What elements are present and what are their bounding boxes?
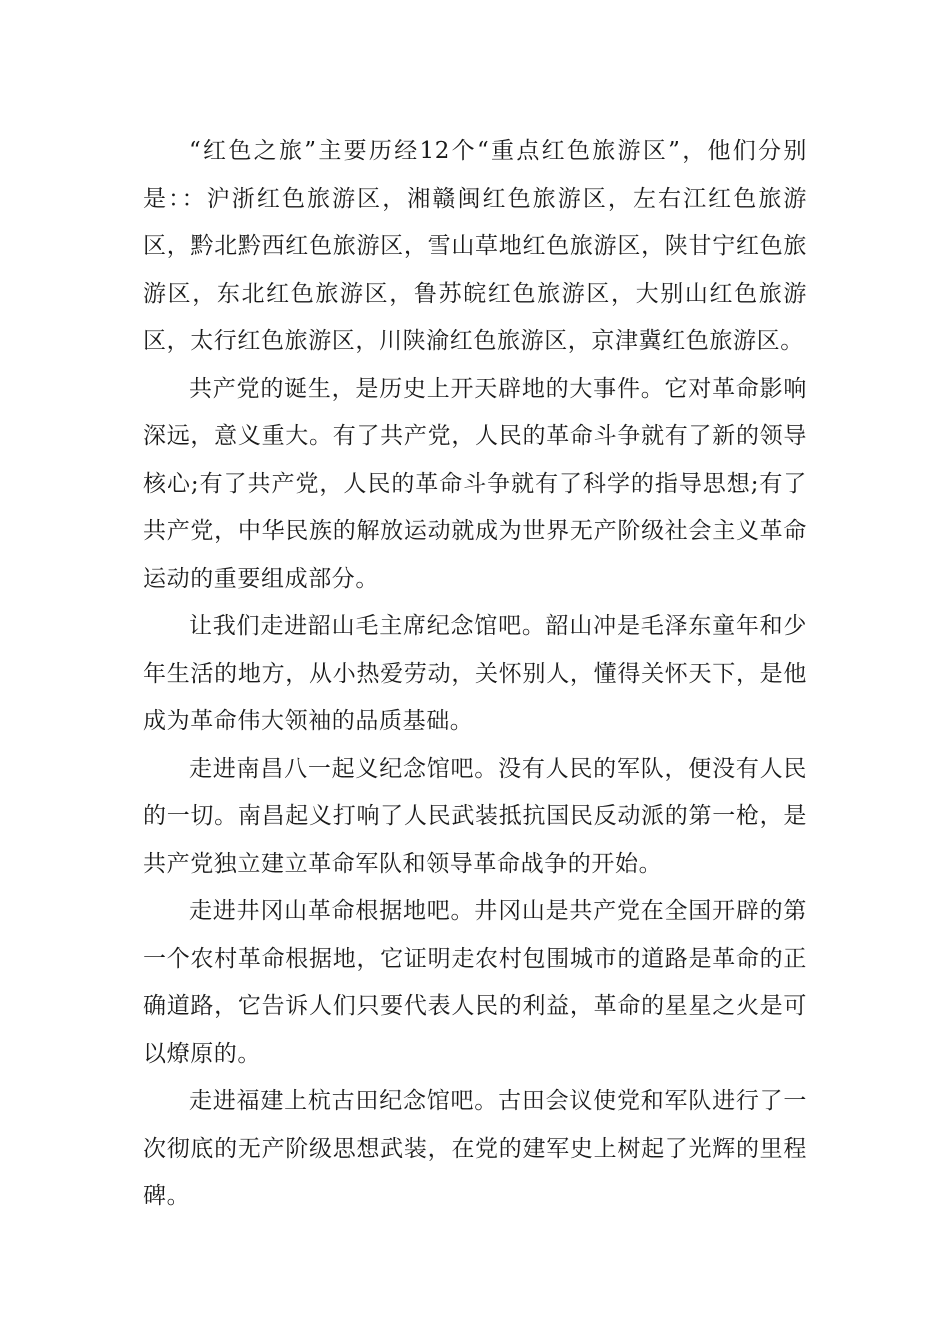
- paragraph-nanchang-uprising: 走进南昌八一起义纪念馆吧。没有人民的军队，便没有人民的一切。南昌起义打响了人民武装抵抗国民反动派的第一枪，是共产党独立建立革命军队和领导革命战争的开始。: [143, 755, 807, 877]
- document-body: [143, 128, 807, 1221]
- paragraph-jinggangshan-base: 走进井冈山革命根据地吧。井冈山是共产党在全国开辟的第一个农村革命根据地，它证明走农村包围城市的道路是革命的正确道路，它告诉人们只要代表人民的利益，革命的星星之火是可以燎原的。: [143, 898, 807, 1067]
- paragraph-party-founding: 共产党的诞生，是历史上开天辟地的大事件。它对革命影响深远，意义重大。有了共产党，人民的革命斗争就有了新的领导核心;有了共产党，人民的革命斗争就有了科学的指导思想;有了共产党，中华民族的解放运动就成为世界无产阶级社会主义革命运动的重要组成部分。: [143, 375, 807, 592]
- paragraph-red-tourism-zones: “红色之旅”主要历经12个“重点红色旅游区”，他们分别是：：沪浙红色旅游区，湘赣闽红色旅游区，左右江红色旅游区，黔北黔西红色旅游区，雪山草地红色旅游区，陕甘宁红色旅游区，东北红色旅游区，鲁苏皖红色旅游区，大别山红色旅游区，太行红色旅游区，川陕渝红色旅游区，京津冀红色旅游区。: [143, 138, 807, 354]
- paragraph-gutian-memorial: 走进福建上杭古田纪念馆吧。古田会议使党和军队进行了一次彻底的无产阶级思想武装，在党的建军史上树起了光辉的里程碑。: [143, 1088, 807, 1209]
- paragraph-shaoshan-memorial: 让我们走进韶山毛主席纪念馆吧。韶山冲是毛泽东童年和少年生活的地方，从小热爱劳动，关怀别人，懂得关怀天下，是他成为革命伟大领袖的品质基础。: [143, 613, 807, 734]
